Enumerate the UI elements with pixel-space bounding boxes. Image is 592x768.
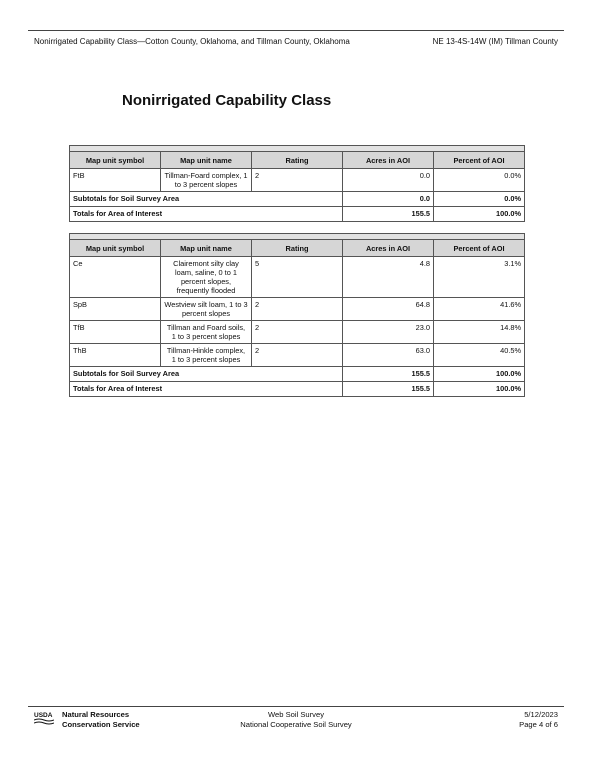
agency-line-1: Natural Resources	[62, 710, 130, 719]
rating: 2	[252, 321, 343, 344]
ncss-label: National Cooperative Soil Survey	[240, 720, 352, 729]
table-header-row	[70, 240, 525, 257]
map-unit-name: Westview silt loam, 1 to 3 percent slopes	[161, 298, 252, 321]
acres-in-aoi: 64.8	[343, 298, 434, 321]
percent-of-aoi: 0.0%	[434, 169, 525, 192]
footer-rule	[28, 706, 564, 707]
subtotal-percent: 0.0%	[434, 192, 525, 207]
table-row	[70, 298, 525, 321]
column-header: Percent of AOI	[434, 240, 525, 257]
usda-logo-text: USDA	[34, 712, 53, 719]
rating: 2	[252, 344, 343, 367]
subtotal-label: Subtotals for Soil Survey Area	[70, 367, 343, 382]
map-unit-symbol: Ce	[70, 257, 161, 298]
map-unit-name: Tillman-Hinkle complex, 1 to 3 percent slopes	[161, 344, 252, 367]
footer-center	[0, 710, 592, 730]
rating: 5	[252, 257, 343, 298]
map-unit-symbol: FtB	[70, 169, 161, 192]
map-unit-name: Clairemont silty clay loam, saline, 0 to 1 percent slopes, frequently flooded	[161, 257, 252, 298]
subtotal-row	[70, 192, 525, 207]
subtotal-acres: 0.0	[343, 192, 434, 207]
percent-of-aoi: 3.1%	[434, 257, 525, 298]
column-header: Map unit symbol	[70, 240, 161, 257]
table-header-row	[70, 152, 525, 169]
acres-in-aoi: 63.0	[343, 344, 434, 367]
header-rule	[28, 30, 564, 31]
acres-in-aoi: 4.8	[343, 257, 434, 298]
agency-line-2: Conservation Service	[62, 720, 140, 729]
column-header: Percent of AOI	[434, 152, 525, 169]
web-soil-survey-label: Web Soil Survey	[268, 710, 324, 719]
map-unit-name: Tillman and Foard soils, 1 to 3 percent slopes	[161, 321, 252, 344]
table-row	[70, 257, 525, 298]
column-header: Rating	[252, 240, 343, 257]
footer-right	[519, 710, 558, 730]
column-header: Acres in AOI	[343, 152, 434, 169]
acres-in-aoi: 23.0	[343, 321, 434, 344]
percent-of-aoi: 41.6%	[434, 298, 525, 321]
page-title: Nonirrigated Capability Class	[122, 92, 332, 109]
total-percent: 100.0%	[434, 207, 525, 222]
acres-in-aoi: 0.0	[343, 169, 434, 192]
table-row	[70, 344, 525, 367]
total-row	[70, 382, 525, 397]
capability-table-1	[69, 145, 525, 222]
subtotal-percent: 100.0%	[434, 367, 525, 382]
subtotal-label: Subtotals for Soil Survey Area	[70, 192, 343, 207]
total-row	[70, 207, 525, 222]
subtotal-row	[70, 367, 525, 382]
total-acres: 155.5	[343, 382, 434, 397]
total-label: Totals for Area of Interest	[70, 382, 343, 397]
rating: 2	[252, 298, 343, 321]
subtotal-acres: 155.5	[343, 367, 434, 382]
total-percent: 100.0%	[434, 382, 525, 397]
table-row	[70, 169, 525, 192]
map-unit-name: Tillman-Foard complex, 1 to 3 percent slopes	[161, 169, 252, 192]
header-left-text: Nonirrigated Capability Class—Cotton County, Oklahoma, and Tillman County, Oklahoma	[34, 37, 350, 46]
capability-table-2	[69, 233, 525, 397]
column-header: Map unit symbol	[70, 152, 161, 169]
map-unit-symbol: SpB	[70, 298, 161, 321]
percent-of-aoi: 40.5%	[434, 344, 525, 367]
rating: 2	[252, 169, 343, 192]
page-number: Page 4 of 6	[519, 720, 558, 729]
column-header: Map unit name	[161, 152, 252, 169]
percent-of-aoi: 14.8%	[434, 321, 525, 344]
total-label: Totals for Area of Interest	[70, 207, 343, 222]
map-unit-symbol: TfB	[70, 321, 161, 344]
column-header: Rating	[252, 152, 343, 169]
total-acres: 155.5	[343, 207, 434, 222]
footer-date: 5/12/2023	[524, 710, 558, 719]
column-header: Acres in AOI	[343, 240, 434, 257]
map-unit-symbol: ThB	[70, 344, 161, 367]
column-header: Map unit name	[161, 240, 252, 257]
header-right-text: NE 13-4S-14W (IM) Tillman County	[432, 37, 558, 46]
table-row	[70, 321, 525, 344]
